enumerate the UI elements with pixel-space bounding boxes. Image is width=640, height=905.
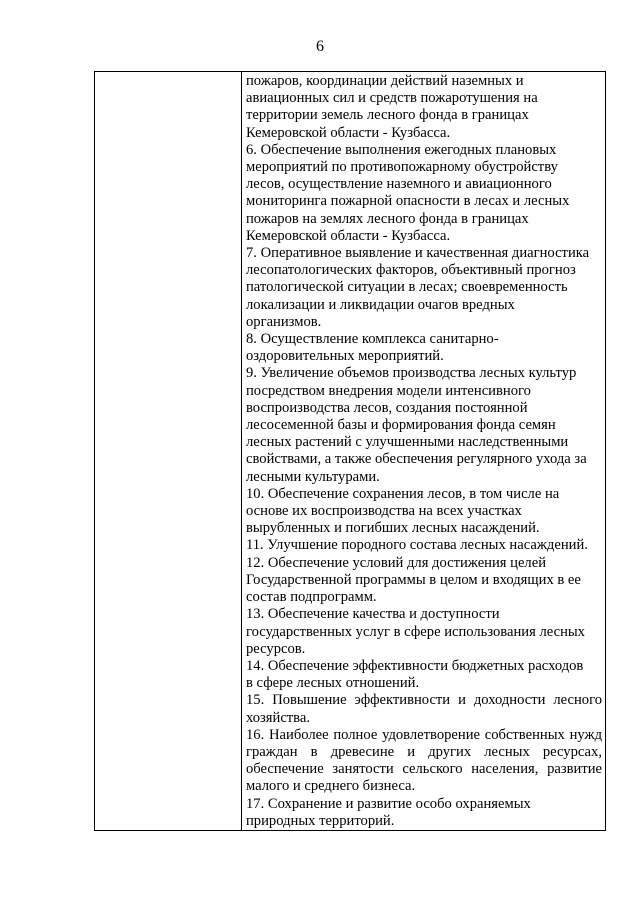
- goal-paragraph-13: 13. Обеспечение качества и доступности государственных услуг в сфере использования лесных ресурсов.: [246, 606, 585, 657]
- goal-paragraph-continuation: пожаров, координации действий наземных и авиационных сил и средств пожаротушения на территории земель лесного фонда в границах Кемеровской области - Кузбасса.: [246, 73, 538, 141]
- goal-paragraph-14: 14. Обеспечение эффективности бюджетных расходов в сфере лесных отношений.: [246, 657, 584, 692]
- goal-paragraph-10: 10. Обеспечение сохранения лесов, в том числе на основе их воспроизводства на всех участках вырубленных и погибших лесных насаждений.: [246, 485, 560, 537]
- goal-paragraph-6: 6. Обеспечение выполнения ежегодных плановых мероприятий по противопожарному обустройству лесов, осуществление наземного и авиационного мониторинга пожарной опасности в лесах и лесных пожаров на землях лесного фонда в границах Кемеровской области - Кузбасса.: [246, 141, 570, 244]
- goal-paragraph-9: 9. Увеличение объемов производства лесных культур посредством внедрения модели интенсивного воспроизводства лесов, создания постоянной лесосеменной базы и формирования фонда семян лесных растений с улучшенными наследственными свойствами, а также обеспечения регулярного ухода за лесными культурами.: [246, 365, 587, 485]
- goals-table: [94, 71, 606, 831]
- goal-paragraph-11: 11. Улучшение породного состава лесных насаждений.: [246, 537, 588, 554]
- goal-paragraph-12: 12. Обеспечение условий для достижения целей Государственной программы в целом и входящих в ее состав подпрограмм.: [246, 554, 581, 606]
- goal-paragraph-16: 16. Наиболее полное удовлетворение собственных нужд граждан в древесине и других лесных ресурсах, обеспечение занятости сельского населения, развитие малого и среднего бизнеса.: [246, 726, 602, 795]
- table-cell-goals: [242, 72, 606, 831]
- table-cell-left: [95, 72, 242, 831]
- goal-paragraph-7: 7. Оперативное выявление и качественная диагностика лесопатологических факторов, объективный прогноз патологической ситуации в лесах; своевременность локализации и ликвидации очагов вредных организмов.: [246, 245, 590, 330]
- goal-paragraph-8: 8. Осуществление комплекса санитарно- оздоровительных мероприятий.: [246, 331, 499, 365]
- goal-paragraph-15: 15. Повышение эффективности и доходности лесного хозяйства.: [246, 692, 602, 726]
- page-number: 6: [316, 38, 324, 55]
- goal-paragraph-17: 17. Сохранение и развитие особо охраняемых природных территорий.: [246, 795, 531, 829]
- table-row: [95, 72, 606, 831]
